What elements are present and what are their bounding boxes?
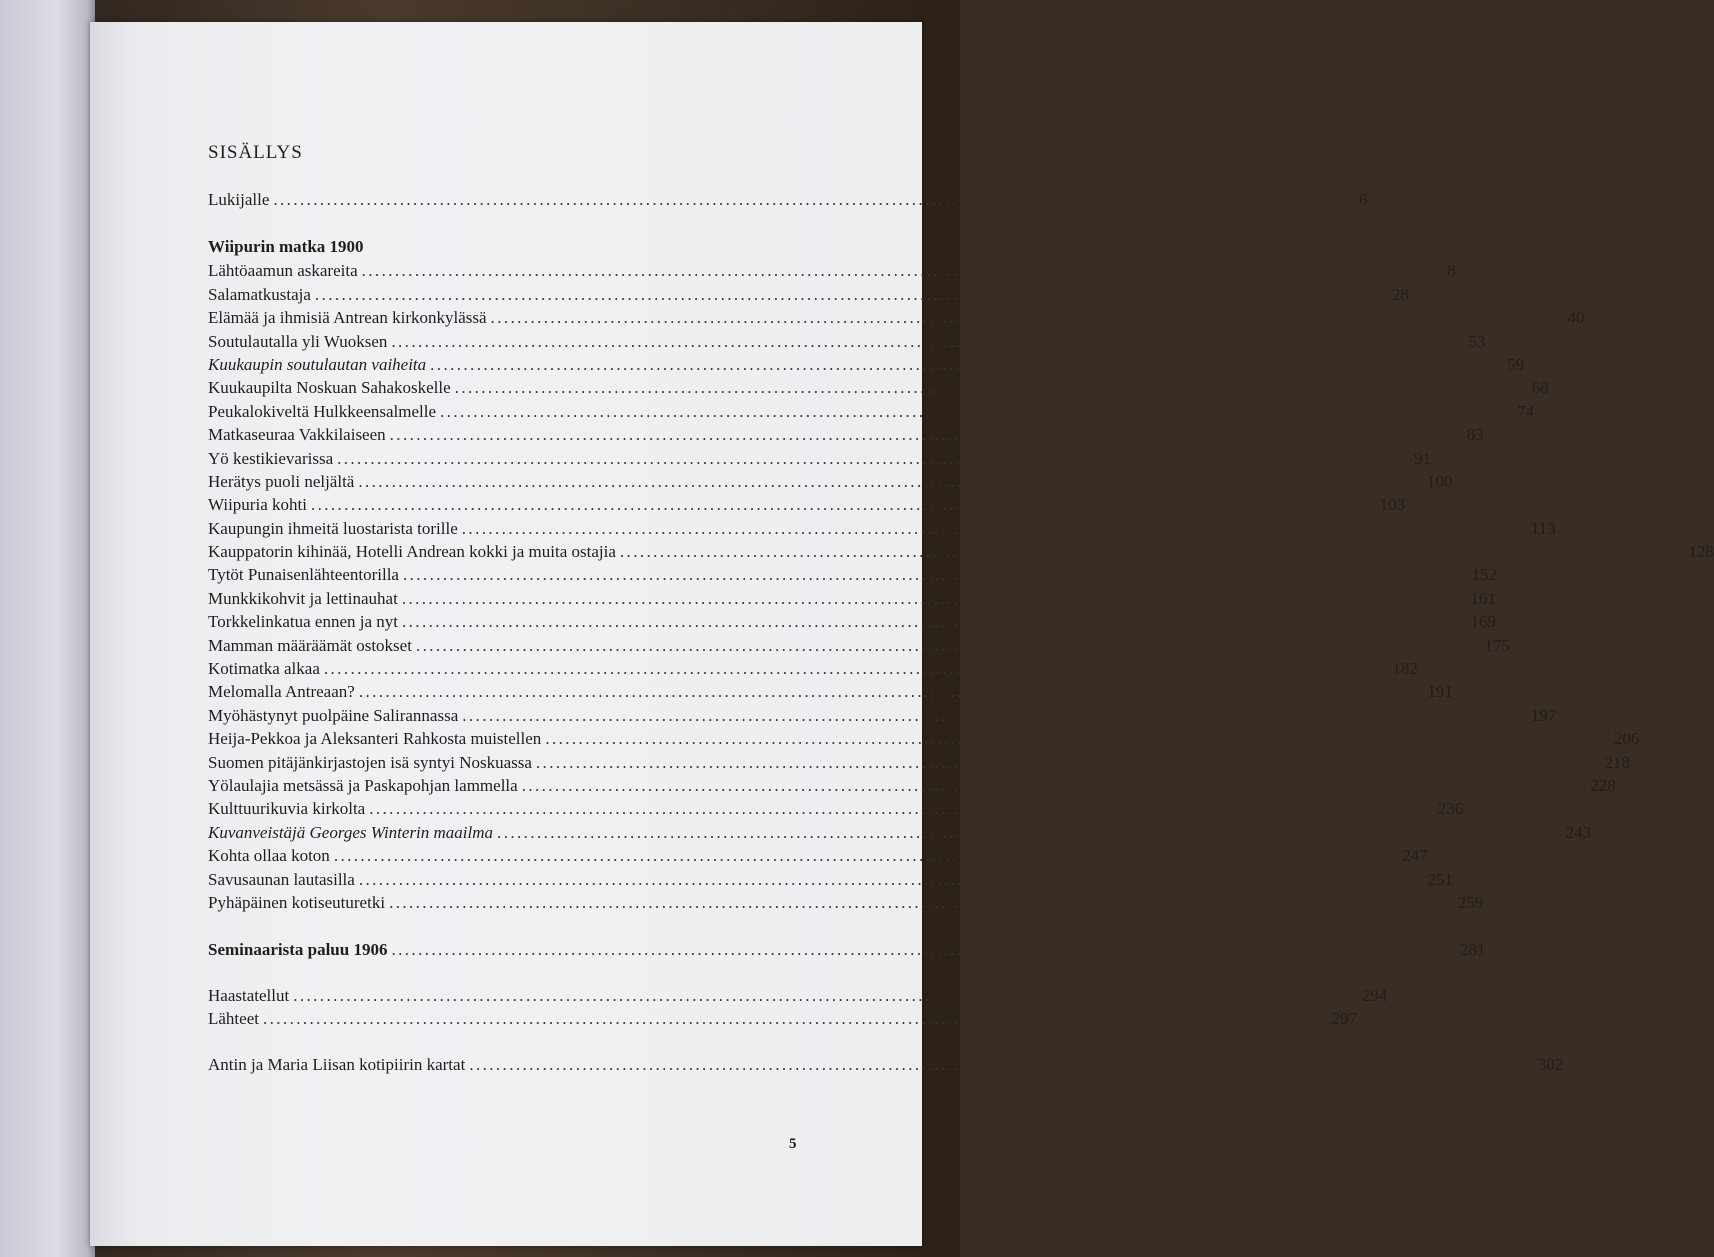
- toc-entry-page: 152: [1471, 565, 1497, 585]
- toc-entry-title: Antin ja Maria Liisan kotipiirin kartat: [208, 1054, 466, 1074]
- dot-leader: ................................................................................................................................................................: [469, 1054, 1534, 1074]
- dot-leader: ................................................................................................................................................................: [462, 705, 1527, 725]
- page-number: 5: [789, 1136, 797, 1152]
- toc-entry-page: 228: [1590, 775, 1616, 795]
- toc-entry: [208, 540, 1714, 563]
- toc-entry: [208, 587, 1496, 610]
- toc-entry-page: 218: [1604, 752, 1630, 772]
- dot-leader: ................................................................................................................................................................: [358, 869, 1423, 889]
- toc-entry: [208, 306, 1585, 329]
- toc-entry: [208, 844, 1428, 867]
- toc-entry-title: Kuukaupin soutulautan vaiheita: [208, 354, 427, 374]
- dot-leader: ................................................................................................................................................................: [401, 588, 1466, 608]
- toc-entry: [208, 657, 1418, 680]
- toc-entry: [208, 751, 1630, 774]
- toc-entry-title: Suomen pitäjänkirjastojen isä syntyi Noskuassa: [208, 752, 532, 772]
- toc-entry-page: 236: [1437, 799, 1464, 819]
- dot-leader: ................................................................................................................................................................: [358, 682, 1423, 702]
- toc-entry-page: 113: [1530, 518, 1556, 538]
- toc-entry: [208, 376, 1549, 399]
- toc-entry-page: 59: [1507, 354, 1525, 374]
- toc-entry-lukijalle: [208, 188, 1368, 211]
- toc-entry-title: Pyhäpäinen kotiseuturetki: [208, 892, 386, 912]
- toc-entry: [208, 470, 1453, 493]
- dot-leader: ................................................................................................................................................................: [415, 635, 1480, 655]
- toc-entry: [208, 447, 1432, 470]
- toc-entry-title: Heija-Pekkoa ja Aleksanteri Rahkosta muistellen: [208, 729, 542, 749]
- dot-leader: ................................................................................................................................................................: [333, 846, 1398, 866]
- toc-entry-page: 297: [1331, 1009, 1357, 1029]
- toc-entry: [208, 423, 1484, 446]
- toc-entry: [208, 821, 1592, 844]
- dot-leader: ................................................................................................................................................................: [391, 940, 1456, 960]
- toc-entry-page: 100: [1426, 471, 1453, 491]
- toc-entry-title: Kotimatka alkaa: [208, 659, 320, 679]
- dot-leader: ................................................................................................................................................................: [440, 401, 1505, 421]
- toc-entry-title: Kohta ollaa koton: [208, 846, 330, 866]
- toc-entry-title: Munkkikohvit ja lettinauhat: [208, 588, 398, 608]
- toc-entry: [208, 517, 1556, 540]
- toc-entry-title: Mamman määräämät ostokset: [208, 635, 412, 655]
- toc-entry-page: 40: [1567, 308, 1585, 328]
- toc-entry-page: 281: [1459, 940, 1486, 960]
- toc-entry-page: 103: [1379, 495, 1405, 515]
- toc-entry-title: Salamatkustaja: [208, 284, 311, 304]
- toc-entry: [208, 704, 1557, 727]
- toc-entry-lahteet: [208, 1007, 1357, 1030]
- dot-leader: ................................................................................................................................................................: [454, 378, 1519, 398]
- dot-leader: ................................................................................................................................................................: [389, 425, 1454, 445]
- table-of-contents: [208, 188, 1714, 1076]
- toc-entry-maps: [208, 1053, 1564, 1076]
- dot-leader: ................................................................................................................................................................: [389, 892, 1454, 912]
- toc-entry-title: Kaupungin ihmeitä luostarista torille: [208, 518, 458, 538]
- toc-entry-page: 259: [1457, 892, 1484, 912]
- toc-entry-title: Kulttuurikuvia kirkolta: [208, 799, 366, 819]
- dot-leader: ................................................................................................................................................................: [391, 331, 1456, 351]
- toc-entry-section2: [208, 938, 1486, 961]
- toc-entry-title: Haastatellut: [208, 985, 290, 1005]
- toc-entry-title: Myöhästynyt puolpäine Salirannassa: [208, 705, 459, 725]
- dot-leader: ................................................................................................................................................................: [323, 659, 1388, 679]
- toc-entry-page: 74: [1517, 401, 1535, 421]
- toc-entry-title: Soutulautalla yli Wuoksen: [208, 331, 388, 351]
- dot-leader: ................................................................................................................................................................: [337, 448, 1402, 468]
- toc-entry-title: Kuvanveistäjä Georges Winterin maailma: [208, 822, 494, 842]
- toc-entry-page: 175: [1484, 635, 1510, 655]
- toc-entry-title: Yölaulajia metsässä ja Paskapohjan lammella: [208, 775, 518, 795]
- toc-entry: [208, 634, 1510, 657]
- toc-entry-title: Kuukaupilta Noskuan Sahakoskelle: [208, 378, 451, 398]
- toc-entry-page: 302: [1537, 1054, 1564, 1074]
- toc-entry-title: Elämää ja ihmisiä Antrean kirkonkylässä: [208, 308, 487, 328]
- toc-entry: [208, 330, 1486, 353]
- toc-entry: [208, 891, 1484, 914]
- spacer: [208, 962, 804, 984]
- dot-leader: ................................................................................................................................................................: [314, 284, 1379, 304]
- dot-leader: ................................................................................................................................................................: [461, 518, 1526, 538]
- toc-entry-page: 243: [1565, 822, 1592, 842]
- dot-leader: ................................................................................................................................................................: [358, 471, 1423, 491]
- toc-entry: [208, 774, 1616, 797]
- toc-entry: [208, 727, 1640, 750]
- toc-entry-title: Kauppatorin kihinää, Hotelli Andrean kokki ja muita ostajia: [208, 542, 616, 562]
- toc-entry-page: 251: [1427, 869, 1453, 889]
- toc-entry-page: 6: [1358, 190, 1368, 209]
- toc-entry-title: Herätys puoli neljältä: [208, 471, 355, 491]
- toc-entry-title: Yö kestikievarissa: [208, 448, 334, 468]
- toc-entry: [208, 259, 1456, 282]
- toc-entry-title: Melomalla Antreaan?: [208, 682, 355, 702]
- toc-entry-title: Lukijalle: [208, 190, 270, 209]
- toc-entry-page: 161: [1470, 588, 1496, 608]
- toc-entry: [208, 283, 1409, 306]
- spacer: [208, 211, 804, 235]
- toc-entry-page: 294: [1361, 985, 1388, 1005]
- dot-leader: ................................................................................................................................................................: [262, 1009, 1327, 1029]
- toc-entry: [208, 563, 1497, 586]
- toc-entry-page: 206: [1613, 729, 1640, 749]
- dot-leader: ................................................................................................................................................................: [273, 190, 1338, 209]
- toc-entry-page: 128: [1688, 542, 1714, 562]
- toc-entry-title: Savusaunan lautasilla: [208, 869, 355, 889]
- toc-entry-page: 191: [1427, 682, 1453, 702]
- dot-leader: ................................................................................................................................................................: [619, 542, 1684, 562]
- toc-entry: [208, 493, 1405, 516]
- toc-entry-title: Lähteet: [208, 1009, 259, 1029]
- dot-leader: ................................................................................................................................................................: [293, 985, 1358, 1005]
- toc-entry: [208, 353, 1525, 376]
- toc-entry: [208, 797, 1464, 820]
- dot-leader: ................................................................................................................................................................: [361, 261, 1426, 281]
- toc-entry-title: Wiipuria kohti: [208, 495, 307, 515]
- toc-entry-page: 91: [1414, 448, 1432, 468]
- dot-leader: ................................................................................................................................................................: [369, 799, 1434, 819]
- dot-leader: ................................................................................................................................................................: [497, 822, 1562, 842]
- toc-entry-page: 169: [1470, 612, 1496, 632]
- toc-entry-title: Tytöt Punaisenlähteentorilla: [208, 565, 399, 585]
- toc-entry-title: Peukalokiveltä Hulkkeensalmelle: [208, 401, 437, 421]
- spacer: [208, 914, 804, 938]
- toc-entry: [208, 400, 1535, 423]
- dot-leader: ................................................................................................................................................................: [402, 612, 1466, 632]
- dot-leader: ................................................................................................................................................................: [430, 354, 1495, 374]
- toc-entry: [208, 680, 1453, 703]
- toc-entry: [208, 868, 1453, 891]
- toc-entry-page: 197: [1530, 705, 1557, 725]
- toc-entry-page: 247: [1402, 846, 1428, 866]
- dot-leader: ................................................................................................................................................................: [310, 495, 1375, 515]
- toc-entry-page: 28: [1391, 284, 1409, 304]
- toc-entry-page: 8: [1447, 261, 1456, 281]
- toc-entry-page: 68: [1531, 378, 1549, 398]
- dot-leader: ................................................................................................................................................................: [521, 775, 1586, 795]
- spacer: [208, 1031, 804, 1053]
- toc-entry-title: Lähtöaamun askareita: [208, 261, 358, 281]
- toc-entry-title: Torkkelinkatua ennen ja nyt: [208, 612, 398, 632]
- section-entries: [208, 259, 1714, 914]
- dot-leader: ................................................................................................................................................................: [535, 752, 1600, 772]
- toc-entry: [208, 610, 1496, 633]
- dot-leader: ................................................................................................................................................................: [545, 729, 1610, 749]
- toc-entry-title: Seminaarista paluu 1906: [208, 940, 388, 960]
- toc-entry-title: Matkaseuraa Vakkilaiseen: [208, 425, 386, 445]
- toc-entry-page: 83: [1466, 425, 1484, 445]
- toc-entry-page: 53: [1468, 331, 1486, 351]
- toc-entry-page: 182: [1392, 659, 1418, 679]
- toc-heading: SISÄLLYS: [208, 142, 303, 163]
- dot-leader: ................................................................................................................................................................: [402, 565, 1467, 585]
- dot-leader: ................................................................................................................................................................: [490, 308, 1555, 328]
- section-title: Wiipurin matka 1900: [208, 237, 364, 257]
- toc-entry-haastatellut: [208, 984, 1388, 1007]
- left-page-edge: [0, 0, 95, 1257]
